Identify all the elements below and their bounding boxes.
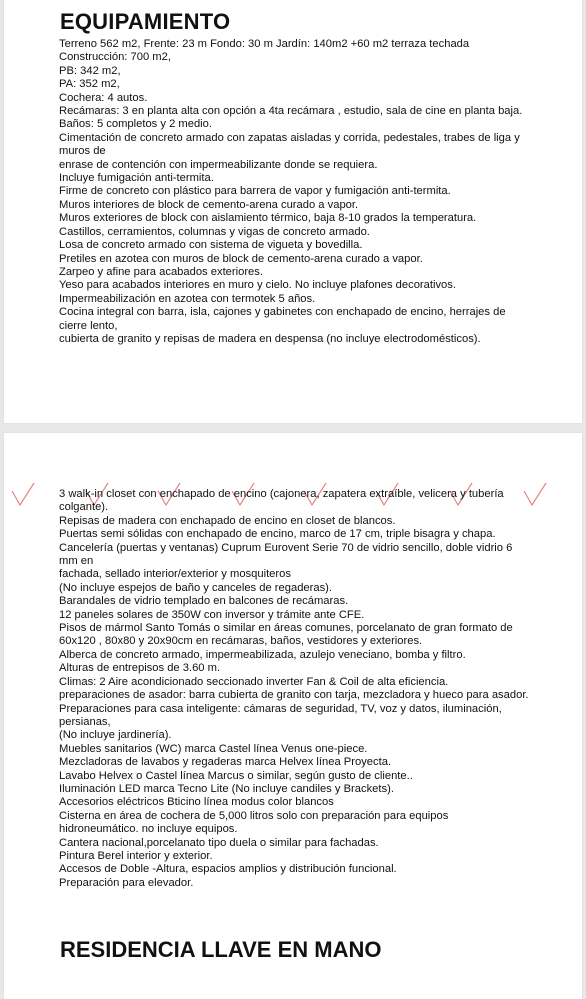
list-item: Firme de concreto con plástico para barrera de vapor y fumigación anti-termita.	[59, 185, 451, 198]
list-item: preparaciones de asador: barra cubierta de granito con tarja, mezcladora y hueco para asador.	[59, 689, 529, 702]
list-item: Muros interiores de block de cemento-arena curado a vapor.	[59, 198, 359, 211]
list-item: Cisterna en área de cochera de 5,000 litros solo con preparación para equipos hidroneumático. no incluye equipos.	[59, 809, 449, 836]
list-item: Accesorios eléctricos Bticino línea modus color blancos	[59, 796, 334, 809]
list-item: Muebles sanitarios (WC) marca Castel línea Venus one-piece.	[59, 742, 368, 755]
list-item: Cochera: 4 autos.	[59, 91, 148, 104]
list-item: Losa de concreto armado con sistema de vigueta y bovedilla.	[59, 239, 363, 252]
equipment-list-part-1	[59, 38, 531, 346]
list-item: Recámaras: 3 en planta alta con opción a 4ta recámara , estudio, sala de cine en planta baja.	[59, 105, 523, 118]
list-item: Muros exteriores de block con aislamiento térmico, baja 8-10 grados la temperatura.	[59, 212, 477, 225]
list-item: Cimentación de concreto armado con zapatas aisladas y corrida, pedestales, trabes de liga y muros de	[59, 131, 520, 158]
list-item: Pretiles en azotea con muros de block de cemento-arena curado a vapor.	[59, 252, 423, 265]
document-page-2	[4, 433, 582, 999]
list-item: Alturas de entrepisos de 3.60 m.	[59, 662, 221, 675]
document-page-1	[4, 0, 582, 423]
list-item: Baños: 5 completos y 2 medio.	[59, 118, 212, 131]
list-item: Incluye fumigación anti-termita.	[59, 172, 214, 185]
list-item: Iluminación LED marca Tecno Lite (No incluye candiles y Brackets).	[59, 782, 394, 795]
list-item: Accesos de Doble -Altura, espacios amplios y distribución funcional.	[59, 863, 397, 876]
list-item: Preparación para elevador.	[59, 876, 194, 889]
list-item: Construcción: 700 m2,	[59, 51, 171, 64]
list-item: Yeso para acabados interiores en muro y cielo. No incluye plafones decorativos.	[59, 279, 456, 292]
list-item: Terreno 562 m2, Frente: 23 m Fondo: 30 m Jardín: 140m2 +60 m2 terraza techada	[59, 38, 470, 50]
checkmark-icon	[12, 483, 34, 505]
list-item: Climas: 2 Aire acondicionado seccionado inverter Fan & Coil de alta eficiencia.	[59, 675, 449, 688]
list-item: (No incluye espejos de baño y canceles de regaderas).	[59, 581, 333, 594]
list-item: enrase de contención con impermeabilizante donde se requiera.	[59, 158, 378, 171]
equipment-list-part-2	[59, 488, 531, 890]
list-item: 3 walk-in closet con enchapado de encino (cajonera, zapatera extraíble, velicera y tubería colgante).	[59, 488, 504, 514]
list-item: Alberca de concreto armado, impermeabilizada, azulejo veneciano, bomba y filtro.	[59, 648, 466, 661]
list-item: Cancelería (puertas y ventanas) Cuprum Eurovent Serie 70 de vidrio sencillo, doble vidrio 6 mm en	[59, 541, 513, 568]
list-item: Pisos de mármol Santo Tomás o similar en áreas comunes, porcelanato de gran formato de 60x120 , 80x80 y 20x90cm en recámaras, baños, vestidores y exteriores.	[59, 622, 513, 648]
list-item: Impermeabilización en azotea con termotek 5 años.	[59, 292, 316, 305]
list-item: PB: 342 m2,	[59, 64, 121, 77]
list-item: (No incluye jardinería).	[59, 729, 172, 742]
section-title: EQUIPAMIENTO	[60, 9, 231, 34]
list-item: Castillos, cerramientos, columnas y vigas de concreto armado.	[59, 225, 370, 238]
list-item: Repisas de madera con enchapado de encino en closet de blancos.	[59, 514, 396, 527]
list-item: Pintura Berel interior y exterior.	[59, 849, 213, 862]
list-item: Barandales de vidrio templado en balcones de recámaras.	[59, 595, 349, 608]
list-item: Lavabo Helvex o Castel línea Marcus o similar, según gusto de cliente..	[59, 769, 413, 782]
list-item: fachada, sellado interior/exterior y mosquiteros	[59, 568, 291, 581]
list-item: Zarpeo y afine para acabados exteriores.	[59, 265, 263, 278]
list-item: 12 paneles solares de 350W con inversor y trámite ante CFE.	[59, 608, 365, 621]
list-item: Puertas semi sólidas con enchapado de encino, marco de 17 cm, triple bisagra y chapa.	[59, 528, 496, 541]
list-item: Cocina integral con barra, isla, cajones y gabinetes con enchapado de encino, herrajes de cierre lento,	[59, 306, 506, 332]
closing-title: RESIDENCIA LLAVE EN MANO	[60, 937, 382, 962]
list-item: cubierta de granito y repisas de madera en despensa (no incluye electrodomésticos).	[59, 332, 481, 345]
list-item: PA: 352 m2,	[59, 78, 120, 91]
list-item: Cantera nacional,porcelanato tipo duela o similar para fachadas.	[59, 836, 379, 849]
list-item: Preparaciones para casa inteligente: cámaras de seguridad, TV, voz y datos, iluminación, persianas,	[59, 702, 502, 728]
list-item: Mezcladoras de lavabos y regaderas marca Helvex línea Proyecta.	[59, 756, 392, 769]
